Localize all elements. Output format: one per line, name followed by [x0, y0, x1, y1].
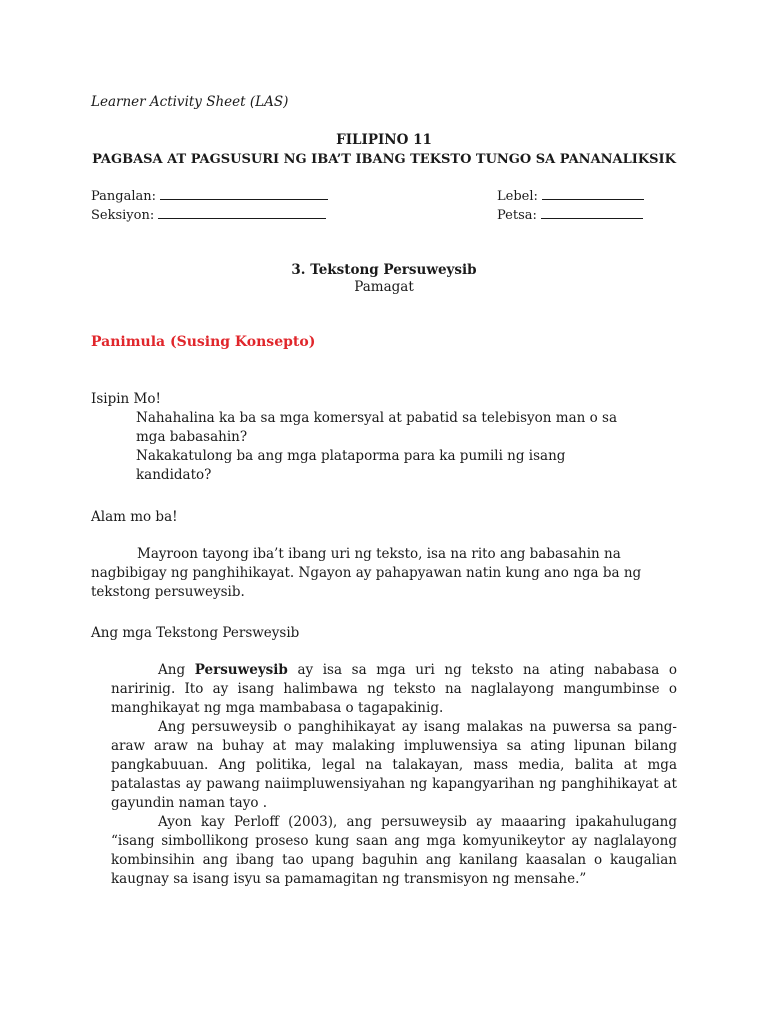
tekstong-paragraph-2: Ang persuweysib o panghihikayat ay isang malakas na puwersa sa pang-araw araw na buhay at may malaking impluwensiya sa ating lipunan bilang pangkabuuan. Ang politika, legal na talakayan, mass media, balita at mga patalastas ay pawang naiimpluwensiyahan ng kapangyarihan ng panghihikayat at gayundin naman tayo .	[111, 719, 677, 811]
p1-rest: ay isa sa mga uri ng teksto na ating nababasa o naririnig. Ito ay isang halimbawa ng teksto na naglalayong mangumbinse o manghikayat ng mga mambabasa o tagapakinig.	[111, 662, 677, 716]
petsa-label: Petsa:	[497, 208, 537, 223]
las-label: Learner Activity Sheet (LAS)	[91, 94, 289, 110]
tekstong-paragraph-1	[111, 661, 677, 718]
lesson-title: 3. Tekstong Persuweysib	[291, 262, 477, 278]
alam-paragraph-block	[91, 545, 681, 602]
subject-title: FILIPINO 11	[336, 132, 432, 148]
panimula-heading: Panimula (Susing Konsepto)	[91, 334, 316, 350]
alam-heading: Alam mo ba!	[91, 509, 178, 525]
petsa-field	[497, 205, 643, 225]
seksiyon-blank[interactable]	[158, 205, 326, 219]
seksiyon-label: Seksiyon:	[91, 208, 155, 223]
p1-lead: Ang	[158, 662, 195, 678]
pangalan-field	[91, 186, 328, 206]
seksiyon-field	[91, 205, 326, 225]
tekstong-paragraph-3: Ayon kay Perloff (2003), ang persuweysib ay maaaring ipakahulugang “isang simbollikong proseso kung saan ang mga komyunikeytor ay naglalayong kombinsihin ang ibang tao upang baguhin ang kanilang kaasalan o kaugalian kaugnay sa isang isyu sa pamamagitan ng transmisyon ng mensahe.”	[111, 814, 677, 887]
lebel-field	[497, 186, 644, 206]
tekstong-body	[111, 661, 677, 889]
question-2: Nakakatulong ba ang mga plataporma para ka pumili ng isang kandidato?	[136, 448, 566, 483]
tekstong-heading: Ang mga Tekstong Persweysib	[91, 625, 300, 641]
question-1: Nahahalina ka ba sa mga komersyal at pabatid sa telebisyon man o sa mga babasahin?	[136, 410, 618, 445]
p1-bold-term: Persuweysib	[194, 662, 288, 678]
alam-paragraph: Mayroon tayong iba’t ibang uri ng teksto, isa na rito ang babasahin na nagbibigay ng panghihikayat. Ngayon ay pahapyawan natin kung ano nga ba ng tekstong persuweysib.	[91, 546, 642, 600]
isipin-heading: Isipin Mo!	[91, 391, 161, 407]
lebel-label: Lebel:	[497, 189, 538, 204]
petsa-blank[interactable]	[541, 205, 643, 219]
pangalan-blank[interactable]	[160, 186, 328, 200]
isipin-questions	[136, 409, 636, 485]
pangalan-label: Pangalan:	[91, 189, 157, 204]
course-title: PAGBASA AT PAGSUSURI NG IBA’T IBANG TEKSTO TUNGO SA PANANALIKSIK	[92, 152, 676, 167]
lebel-blank[interactable]	[542, 186, 644, 200]
lesson-subtitle: Pamagat	[354, 279, 414, 295]
